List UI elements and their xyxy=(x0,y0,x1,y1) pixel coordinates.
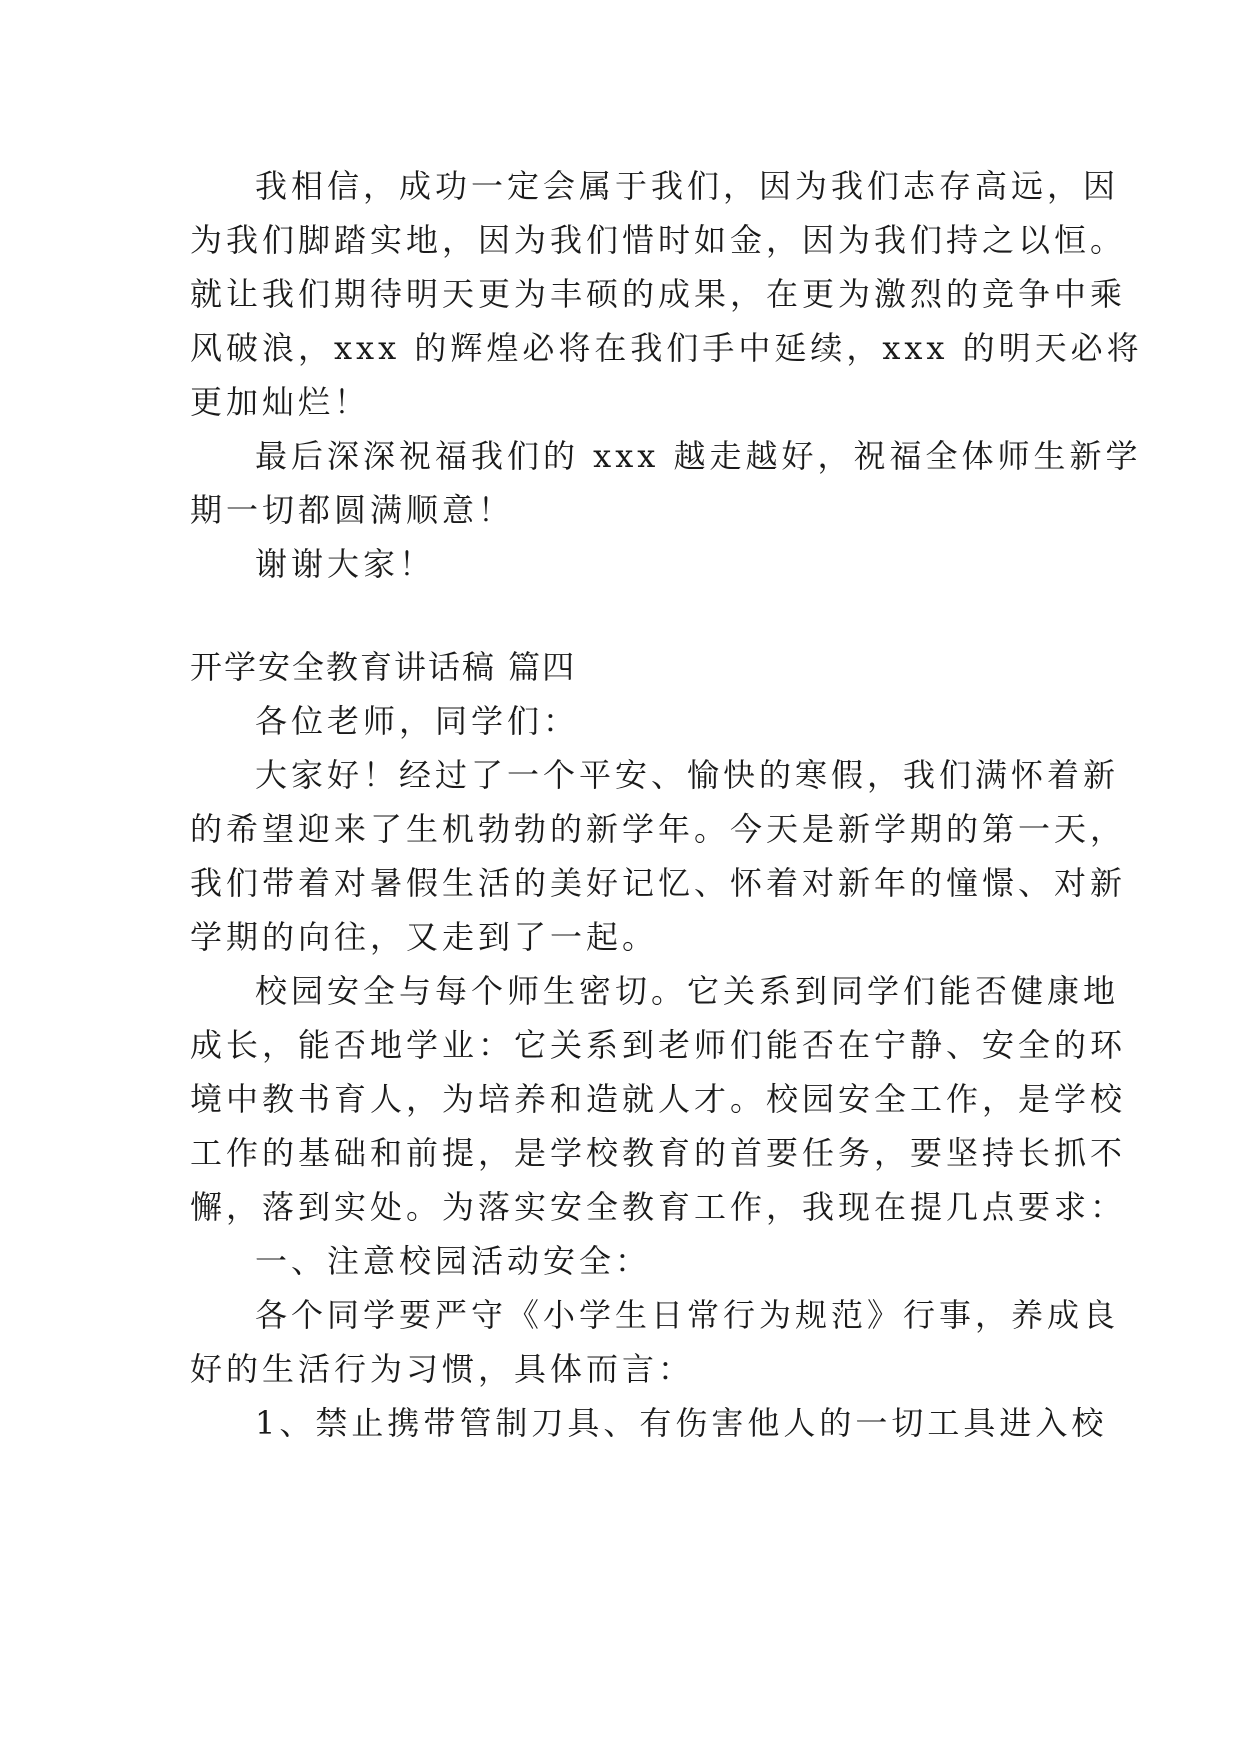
paragraph-line: 懈，落到实处。为落实安全教育工作，我现在提几点要求： xyxy=(190,1188,1127,1226)
paragraph-line: 学期的向往，又走到了一起。 xyxy=(190,918,659,956)
section-heading: 开学安全教育讲话稿 篇四 xyxy=(190,648,577,686)
paragraph-line: 境中教书育人，为培养和造就人才。校园安全工作，是学校 xyxy=(190,1080,1127,1118)
paragraph-line: 风破浪，xxx 的辉煌必将在我们手中延续，xxx 的明天必将 xyxy=(190,329,1143,367)
paragraph-line: 工作的基础和前提，是学校教育的首要任务，要坚持长抓不 xyxy=(190,1134,1127,1172)
paragraph-line: 我相信，成功一定会属于我们，因为我们志存高远，因 xyxy=(255,167,1120,205)
paragraph-line: 各个同学要严守《小学生日常行为规范》行事，养成良 xyxy=(255,1296,1120,1334)
paragraph-line: 好的生活行为习惯，具体而言： xyxy=(190,1350,695,1388)
paragraph-line: 谢谢大家！ xyxy=(255,545,436,583)
salutation-line: 各位老师，同学们： xyxy=(255,702,580,740)
paragraph-line: 更加灿烂！ xyxy=(190,383,371,421)
paragraph-line: 我们带着对暑假生活的美好记忆、怀着对新年的憧憬、对新 xyxy=(190,864,1127,902)
paragraph-line: 为我们脚踏实地，因为我们惜时如金，因为我们持之以恒。 xyxy=(190,221,1127,259)
paragraph-line: 期一切都圆满顺意！ xyxy=(190,491,515,529)
paragraph-line: 校园安全与每个师生密切。它关系到同学们能否健康地 xyxy=(255,972,1120,1010)
list-item-line: 1、禁止携带管制刀具、有伤害他人的一切工具进入校 xyxy=(255,1404,1108,1442)
paragraph-line: 成长，能否地学业：它关系到老师们能否在宁静、安全的环 xyxy=(190,1026,1127,1064)
paragraph-line: 大家好！经过了一个平安、愉快的寒假，我们满怀着新 xyxy=(255,756,1120,794)
list-heading: 一、注意校园活动安全： xyxy=(255,1242,652,1280)
paragraph-line: 最后深深祝福我们的 xxx 越走越好，祝福全体师生新学 xyxy=(255,437,1142,475)
paragraph-line: 就让我们期待明天更为丰硕的成果，在更为激烈的竞争中乘 xyxy=(190,275,1127,313)
paragraph-line: 的希望迎来了生机勃勃的新学年。今天是新学期的第一天， xyxy=(190,810,1127,848)
